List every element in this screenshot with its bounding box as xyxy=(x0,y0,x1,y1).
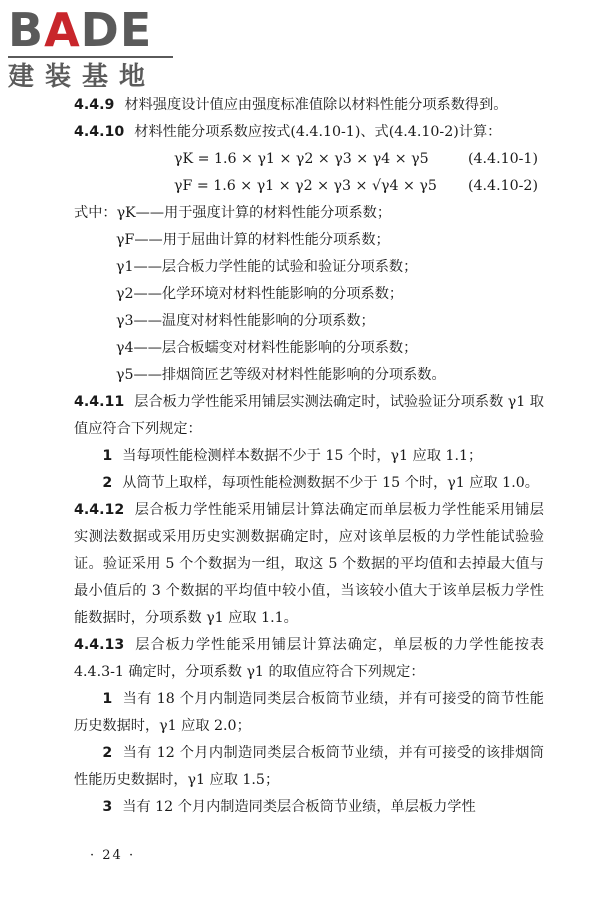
clause-4-4-11 xyxy=(74,389,544,443)
variable-definition xyxy=(74,335,544,362)
clause-number: 4.4.12 xyxy=(74,502,125,518)
clause-text: 层合板力学性能采用铺层计算法确定，单层板的力学性能按表 4.4.3-1 确定时，分项系数 γ1 的取值应符合下列规定： xyxy=(74,637,544,680)
item-number: 1 xyxy=(102,691,113,707)
variable-description: ——用于屈曲计算的材料性能分项系数； xyxy=(134,232,390,248)
variable-symbol: γ3 xyxy=(116,313,134,329)
variable-symbol: γF xyxy=(116,232,135,248)
clause-4-4-9 xyxy=(74,92,544,119)
variable-definition xyxy=(74,281,544,308)
clause-text: 材料强度设计值应由强度标准值除以材料性能分项系数得到。 xyxy=(124,97,508,113)
variable-symbol: γ4 xyxy=(116,340,134,356)
logo-subtitle: 建装基地 xyxy=(8,62,157,92)
variable-definition xyxy=(74,362,544,389)
clause-number: 4.4.10 xyxy=(74,124,125,140)
list-item xyxy=(74,794,544,821)
clause-number: 4.4.11 xyxy=(74,394,125,410)
item-text: 当有 12 个月内制造同类层合板筒节业绩，单层板力学性 xyxy=(122,799,476,815)
variable-description: ——层合板蠕变对材料性能影响的分项系数； xyxy=(133,340,418,356)
page-number: · 24 · xyxy=(90,848,136,863)
clause-text: 材料性能分项系数应按式(4.4.10-1)、式(4.4.10-2)计算： xyxy=(134,124,502,140)
variable-description: ——化学环境对材料性能影响的分项系数； xyxy=(133,286,404,302)
item-number: 2 xyxy=(102,475,113,491)
list-item xyxy=(74,740,544,794)
item-number: 3 xyxy=(102,799,113,815)
variable-description: ——层合板力学性能的试验和验证分项系数； xyxy=(133,259,418,275)
list-item xyxy=(74,443,544,470)
item-text: 当有 18 个月内制造同类层合板筒节业绩，并有可接受的筒节性能历史数据时，γ1 应取 2.0； xyxy=(74,691,544,734)
variable-symbol: γ2 xyxy=(116,286,134,302)
clause-4-4-12 xyxy=(74,497,544,632)
variable-definition xyxy=(74,227,544,254)
where-prefix: 式中： xyxy=(74,205,117,221)
variable-definition xyxy=(74,308,544,335)
item-text: 从筒节上取样，每项性能检测数据不少于 15 个时，γ1 应取 1.0。 xyxy=(122,475,539,491)
item-text: 当有 12 个月内制造同类层合板筒节业绩，并有可接受的该排烟筒性能历史数据时，γ1 应取 1.5； xyxy=(74,745,544,788)
variable-symbol: γK xyxy=(116,205,136,221)
item-number: 2 xyxy=(102,745,113,761)
equation-label: (4.4.10-1) xyxy=(467,151,538,167)
bade-logo xyxy=(8,4,198,94)
clause-4-4-10 xyxy=(74,119,544,146)
variable-symbol: γ5 xyxy=(116,367,134,383)
logo-wordmark: BADE xyxy=(8,3,153,57)
variable-symbol: γ1 xyxy=(116,259,134,275)
clause-number: 4.4.9 xyxy=(74,97,115,113)
equation-formula: γF = 1.6 × γ1 × γ2 × γ3 × √γ4 × γ5 xyxy=(174,178,437,194)
item-text: 当每项性能检测样本数据不少于 15 个时，γ1 应取 1.1； xyxy=(122,448,483,464)
list-item xyxy=(74,686,544,740)
variable-description: ——排烟筒匠艺等级对材料性能影响的分项系数。 xyxy=(133,367,446,383)
document-body xyxy=(74,92,544,821)
equation-formula: γK = 1.6 × γ1 × γ2 × γ3 × γ4 × γ5 xyxy=(174,151,429,167)
variable-definition xyxy=(74,254,544,281)
clause-text: 层合板力学性能采用铺层实测法确定时，试验验证分项系数 γ1 取值应符合下列规定： xyxy=(74,394,544,437)
variable-description: ——用于强度计算的材料性能分项系数； xyxy=(135,205,392,221)
variable-description: ——温度对材料性能影响的分项系数； xyxy=(133,313,375,329)
list-item xyxy=(74,470,544,497)
equation-4-4-10-1 xyxy=(74,146,544,173)
equation-4-4-10-2 xyxy=(74,173,544,200)
clause-text: 层合板力学性能采用铺层计算法确定而单层板力学性能采用铺层实测法数据或采用历史实测数据确定时，应对该单层板的力学性能试验验证。验证采用 5 个个数据为一组，取这 5 个数据的平均值和去掉最大值与最小值后的 3 个数据的平均值中较小值，当该较小值大于该单层板力学性能数据时，分项系数 γ1 应取 1.1。 xyxy=(74,502,544,626)
variable-definition xyxy=(74,200,544,227)
item-number: 1 xyxy=(102,448,113,464)
clause-number: 4.4.13 xyxy=(74,637,125,653)
logo-accent-letter: A xyxy=(44,3,81,57)
equation-label: (4.4.10-2) xyxy=(467,178,538,194)
clause-4-4-13 xyxy=(74,632,544,686)
